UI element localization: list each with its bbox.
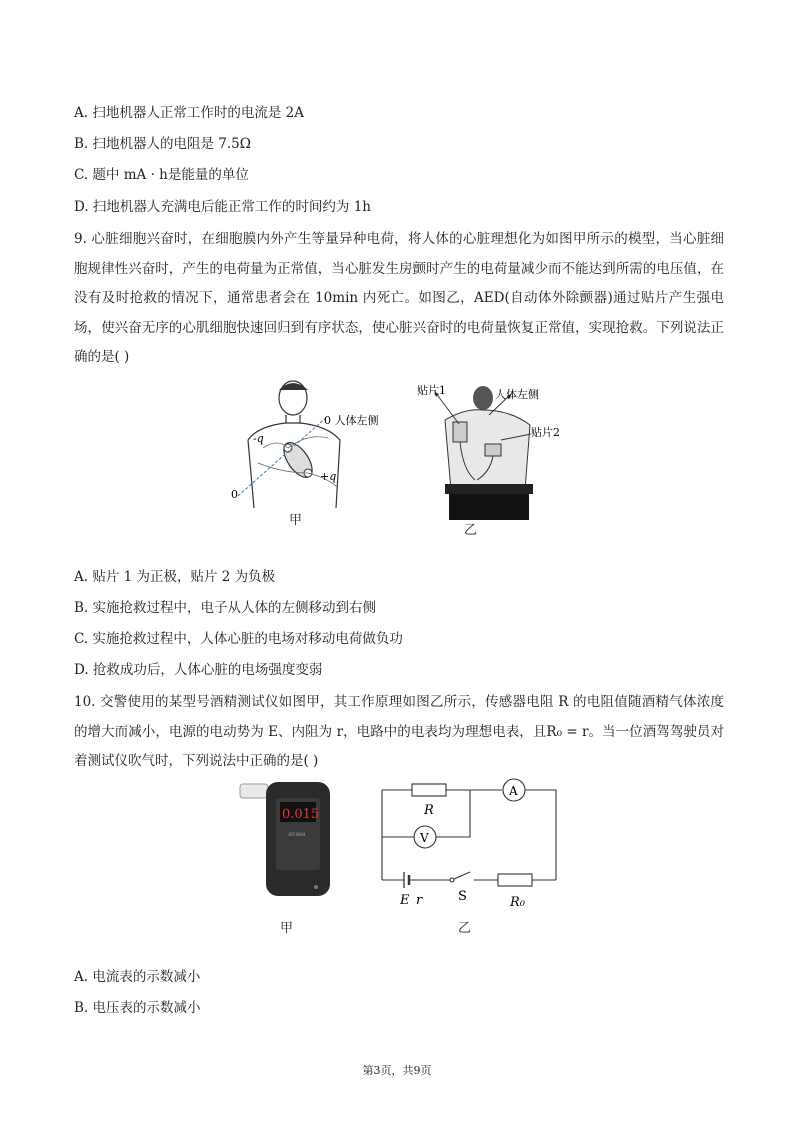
q10-stem: 10. 交警使用的某型号酒精测试仪如图甲，其工作原理如图乙所示，传感器电阻 R 的电阻值随酒精气体浓度的增大而减小，电源的电动势为 E、内阻为 r，电路中的电表均为理想电表，且R₀ = r。当一位酒驾驾驶员对着测试仪吹气时，下列说法中正确的是( )	[74, 694, 724, 769]
fig9-caption-yi: 乙	[464, 523, 478, 538]
q8-option-c: C. 题中 mA · h是能量的单位	[74, 167, 249, 183]
breathalyzer-model: AT-808	[288, 832, 306, 838]
page-footer: 第3页，共9页	[362, 1064, 432, 1077]
fig10-caption-jia: 甲	[280, 921, 294, 936]
q10-option-b: B. 电压表的示数减小	[74, 1000, 201, 1016]
circuit-label-emf: E	[400, 893, 410, 908]
heart-label-origin: 0	[231, 488, 238, 501]
q9-option-a: A. 贴片 1 为正极，贴片 2 为负极	[74, 569, 276, 585]
q10-option-a: A. 电流表的示数减小	[74, 969, 201, 985]
aed-label-left-side: 人体左侧	[495, 388, 539, 401]
circuit-label-r0: R₀	[510, 895, 525, 910]
breathalyzer-display: 0.015	[282, 807, 320, 822]
circuit-label-switch: S	[458, 889, 467, 904]
q9-stem: 9. 心脏细胞兴奋时，在细胞膜内外产生等量异种电荷，将人体的心脏理想化为如图甲所示的模型，当心脏细胞规律性兴奋时，产生的电荷量为正常值，当心脏发生房颤时产生的电荷量减少而不能达到所需的电压值，在没有及时抢救的情况下，通常患者会在 10min 内死亡。如图乙，AED(自动体外除颤器)通过贴片产生强电场，使兴奋无序的心肌细胞快速回归到有序状态，使心脏兴奋时的电荷量恢复正常值，实现抢救。下列说法正确的是( )	[74, 231, 724, 365]
q9-option-b: B. 实施抢救过程中，电子从人体的左侧移动到右侧	[74, 600, 377, 616]
circuit-diagram	[374, 778, 564, 912]
circuit-label-voltmeter: V	[420, 831, 429, 845]
q8-option-b: B. 扫地机器人的电阻是 7.5Ω	[74, 136, 251, 152]
aed-label-pad1: 贴片1	[417, 384, 446, 397]
circuit-label-ammeter: A	[509, 784, 518, 798]
heart-model-figure	[228, 378, 396, 508]
aed-label-pad2: 贴片2	[531, 426, 560, 439]
heart-label-neg-charge: -q	[253, 432, 264, 445]
circuit-label-internal-r: r	[416, 893, 423, 908]
q8-option-d: D. 扫地机器人充满电后能正常工作的时间约为 1h	[74, 199, 371, 215]
fig9-caption-jia: 甲	[289, 513, 303, 528]
circuit-label-r: R	[424, 803, 434, 818]
fig10-caption-yi: 乙	[458, 921, 472, 936]
breathalyzer-figure	[236, 780, 336, 898]
heart-label-left-side: 0 人体左侧	[324, 414, 379, 427]
aed-figure	[415, 380, 565, 520]
q9-option-d: D. 抢救成功后，人体心脏的电场强度变弱	[74, 662, 323, 678]
q9-option-c: C. 实施抢救过程中，人体心脏的电场对移动电荷做负功	[74, 631, 403, 647]
heart-label-pos-charge: +q	[320, 470, 337, 483]
q8-option-a: A. 扫地机器人正常工作时的电流是 2A	[74, 105, 304, 121]
